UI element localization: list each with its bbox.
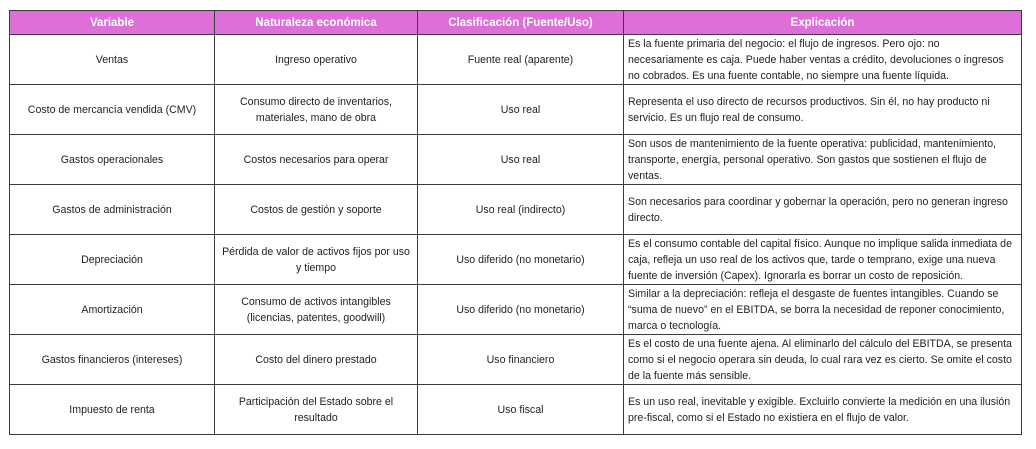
table-row	[10, 135, 1022, 185]
cell-naturaleza: Costos de gestión y soporte	[215, 185, 418, 235]
cell-naturaleza: Pérdida de valor de activos fijos por uso y tiempo	[215, 235, 418, 285]
table-row	[10, 185, 1022, 235]
cell-naturaleza: Consumo de activos intangibles (licencias, patentes, goodwill)	[215, 285, 418, 335]
cell-clasificacion: Uso fiscal	[418, 385, 624, 435]
cell-explicacion: Es un uso real, inevitable y exigible. Excluirlo convierte la medición en una ilusión pre-fiscal, como si el Estado no existiera en el flujo de valor.	[624, 385, 1022, 435]
table-row	[10, 335, 1022, 385]
cell-explicacion: Es el consumo contable del capital físico. Aunque no implique salida inmediata de caja, refleja un uso real de los activos que, tarde o temprano, exige una nueva fuente de inversión (Capex). Ignorarla es borrar un costo de reposición.	[624, 235, 1022, 285]
cell-explicacion: Son usos de mantenimiento de la fuente operativa: publicidad, mantenimiento, transporte, energía, personal operativo. Son gastos que sostienen el flujo de ventas.	[624, 135, 1022, 185]
cell-variable: Impuesto de renta	[10, 385, 215, 435]
cell-variable: Gastos operacionales	[10, 135, 215, 185]
cell-variable: Amortización	[10, 285, 215, 335]
cell-explicacion: Son necesarios para coordinar y gobernar la operación, pero no generan ingreso directo.	[624, 185, 1022, 235]
cell-variable: Gastos de administración	[10, 185, 215, 235]
cell-clasificacion: Uso diferido (no monetario)	[418, 285, 624, 335]
header-row	[10, 11, 1022, 35]
cell-explicacion: Es la fuente primaria del negocio: el flujo de ingresos. Pero ojo: no necesariamente es caja. Puede haber ventas a crédito, devoluciones o ingresos no cobrados. Es una fuente contable, no siempre una fuente líquida.	[624, 35, 1022, 85]
cell-clasificacion: Uso diferido (no monetario)	[418, 235, 624, 285]
cell-variable: Ventas	[10, 35, 215, 85]
header-variable: Variable	[10, 11, 215, 35]
cell-naturaleza: Participación del Estado sobre el resultado	[215, 385, 418, 435]
header-naturaleza: Naturaleza económica	[215, 11, 418, 35]
table-row	[10, 235, 1022, 285]
cell-variable: Costo de mercancía vendida (CMV)	[10, 85, 215, 135]
table-row	[10, 285, 1022, 335]
cell-explicacion: Similar a la depreciación: refleja el desgaste de fuentes intangibles. Cuando se “suma de nuevo” en el EBITDA, se borra la necesidad de reponer conocimiento, marca o tecnología.	[624, 285, 1022, 335]
cell-clasificacion: Uso financiero	[418, 335, 624, 385]
cell-naturaleza: Consumo directo de inventarios, materiales, mano de obra	[215, 85, 418, 135]
cell-variable: Gastos financieros (intereses)	[10, 335, 215, 385]
table-row	[10, 85, 1022, 135]
table-row	[10, 385, 1022, 435]
economic-variables-table	[9, 10, 1022, 435]
table-row	[10, 35, 1022, 85]
cell-clasificacion: Uso real (indirecto)	[418, 185, 624, 235]
cell-naturaleza: Costo del dinero prestado	[215, 335, 418, 385]
cell-naturaleza: Ingreso operativo	[215, 35, 418, 85]
cell-clasificacion: Uso real	[418, 135, 624, 185]
cell-variable: Depreciación	[10, 235, 215, 285]
cell-explicacion: Representa el uso directo de recursos productivos. Sin él, no hay producto ni servicio. Es un flujo real de consumo.	[624, 85, 1022, 135]
cell-explicacion: Es el costo de una fuente ajena. Al eliminarlo del cálculo del EBITDA, se presenta como si el negocio operara sin deuda, lo cual rara vez es cierto. Se omite el costo de la fuente más sensible.	[624, 335, 1022, 385]
header-explicacion: Explicación	[624, 11, 1022, 35]
header-clasificacion: Clasificación (Fuente/Uso)	[418, 11, 624, 35]
cell-clasificacion: Uso real	[418, 85, 624, 135]
cell-naturaleza: Costos necesarios para operar	[215, 135, 418, 185]
table-container	[9, 10, 1021, 435]
cell-clasificacion: Fuente real (aparente)	[418, 35, 624, 85]
